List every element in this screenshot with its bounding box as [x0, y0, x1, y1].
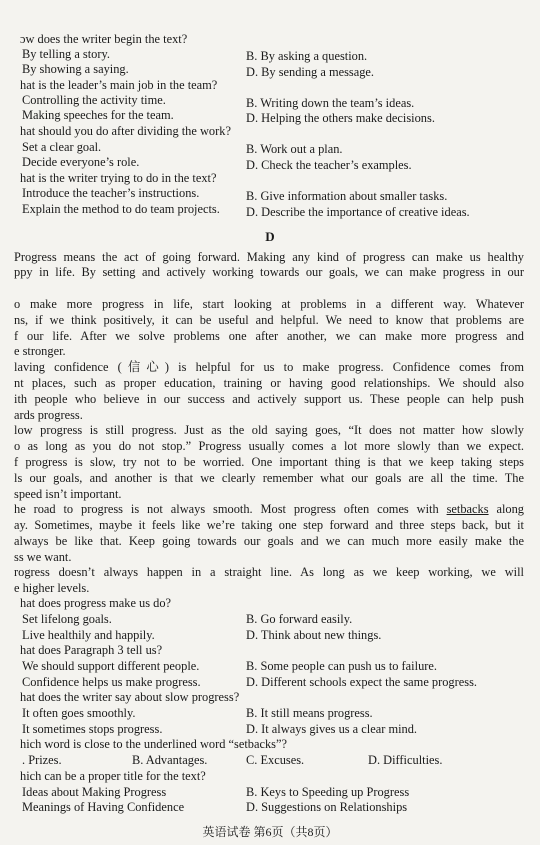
passage-line: laving confidence (信心) is helpful for us to make progress. Confidence comes from — [14, 360, 524, 374]
question-text: hich word is close to the underlined word “setbacks”? — [20, 737, 288, 751]
option-d: D. Helping the others make decisions. — [246, 111, 435, 125]
passage-line: e stronger. — [14, 344, 66, 358]
option-d: D. Suggestions on Relationships — [246, 800, 408, 814]
passage-line: e higher levels. — [14, 581, 90, 595]
underlined-word: setbacks — [446, 502, 489, 516]
option-a: . Prizes. — [22, 753, 62, 767]
option-a: By telling a story. — [22, 47, 110, 61]
question-text: hat is the leader’s main job in the team? — [20, 78, 218, 92]
option-d: D. Check the teacher’s examples. — [246, 158, 412, 172]
passage-line: nt places, such as proper education, training or having good relationships. We should also — [14, 376, 524, 390]
option-b: B. It still means progress. — [246, 706, 373, 720]
question-text: hat does Paragraph 3 tell us? — [20, 643, 163, 657]
option-d: D. It always gives us a clear mind. — [246, 722, 418, 736]
passage-line: ith people who believe in our success and actively support us. These people can help push — [14, 392, 524, 406]
option-b: B. Keys to Speeding up Progress — [246, 785, 410, 799]
question-text: hat does the writer say about slow progress? — [20, 690, 240, 704]
option-b: B. Advantages. — [132, 753, 208, 767]
option-b: B. Writing down the team’s ideas. — [246, 96, 415, 110]
passage-line: rogress doesn’t always happen in a straight line. As long as we keep working, we will — [14, 565, 524, 579]
option-c: Confidence helps us make progress. — [22, 675, 201, 689]
option-a: Set lifelong goals. — [22, 612, 112, 626]
option-a: Set a clear goal. — [22, 140, 102, 154]
passage-line: Progress means the act of going forward. Making any kind of progress can make us healthy — [14, 250, 524, 264]
option-b: B. Give information about smaller tasks. — [246, 189, 448, 203]
option-d: D. Different schools expect the same progress. — [246, 675, 477, 689]
option-d: D. Think about new things. — [246, 628, 382, 642]
passage-line: ay. Sometimes, maybe it feels like we’re taking one step forward and three steps back, but it — [14, 518, 524, 532]
option-c: Explain the method to do team projects. — [22, 202, 220, 216]
passage-line: f progress is slow, try not to be worried. One important thing is that we keep taking steps — [14, 455, 524, 469]
passage-line: always be like that. Keep going towards our goals and we can much more easily make the — [14, 534, 524, 548]
passage-line: ards progress. — [14, 408, 83, 422]
option-c: By showing a saying. — [22, 62, 129, 76]
option-c: Making speeches for the team. — [22, 108, 174, 122]
option-a: We should support different people. — [22, 659, 200, 673]
option-b: B. Some people can push us to failure. — [246, 659, 437, 673]
question-text: hat should you do after dividing the work? — [20, 124, 231, 138]
passage-line: ppy in life. By setting and actively working towards our goals, we can make progress in our — [14, 265, 524, 279]
page-footer: 英语试卷 第6页（共8页） — [202, 825, 338, 839]
passage-line: o as long as you do not stop.” Progress usually comes a lot more slowly than we expect. — [14, 439, 524, 453]
passage-text: he road to progress is not always smooth. Most progress often comes with — [14, 502, 439, 516]
question-text: ɔw does the writer begin the text? — [20, 32, 188, 46]
passage-line: o make more progress in life, start looking at problems in a different way. Whatever — [14, 297, 524, 311]
passage-line: f our life. After we solve problems one after another, we can make more progress and — [14, 329, 524, 343]
passage-line: low progress is still progress. Just as the old saying goes, “It does not matter how slowly — [14, 423, 524, 437]
option-c: Live healthily and happily. — [22, 628, 155, 642]
option-c: It sometimes stops progress. — [22, 722, 163, 736]
section-title: D — [265, 229, 275, 244]
option-a: Controlling the activity time. — [22, 93, 166, 107]
option-c: C. Excuses. — [246, 753, 305, 767]
option-d: D. By sending a message. — [246, 65, 375, 79]
option-a: It often goes smoothly. — [22, 706, 136, 720]
passage-line: ls our goals, and another is that we clearly remember what our goals are all the time. The — [14, 471, 524, 485]
option-c: Decide everyone’s role. — [22, 155, 140, 169]
question-text: hat is the writer trying to do in the text? — [20, 171, 217, 185]
option-b: B. Go forward easily. — [246, 612, 353, 626]
option-d: D. Difficulties. — [368, 753, 443, 767]
passage-line — [14, 502, 524, 517]
question-text: hat does progress make us do? — [20, 596, 172, 610]
question-text: hich can be a proper title for the text? — [20, 769, 206, 783]
option-a: Ideas about Making Progress — [22, 785, 167, 799]
option-d: D. Describe the importance of creative ideas. — [246, 205, 470, 219]
passage-line: speed isn’t important. — [14, 487, 122, 501]
passage-text: along — [488, 502, 524, 516]
passage-line: ss we want. — [14, 550, 72, 564]
passage-line: ns, if we think positively, it can be useful and helpful. We need to know that problems are — [14, 313, 524, 327]
option-a: Introduce the teacher’s instructions. — [22, 186, 200, 200]
option-b: B. By asking a question. — [246, 49, 368, 63]
option-b: B. Work out a plan. — [246, 142, 343, 156]
option-c: Meanings of Having Confidence — [22, 800, 185, 814]
